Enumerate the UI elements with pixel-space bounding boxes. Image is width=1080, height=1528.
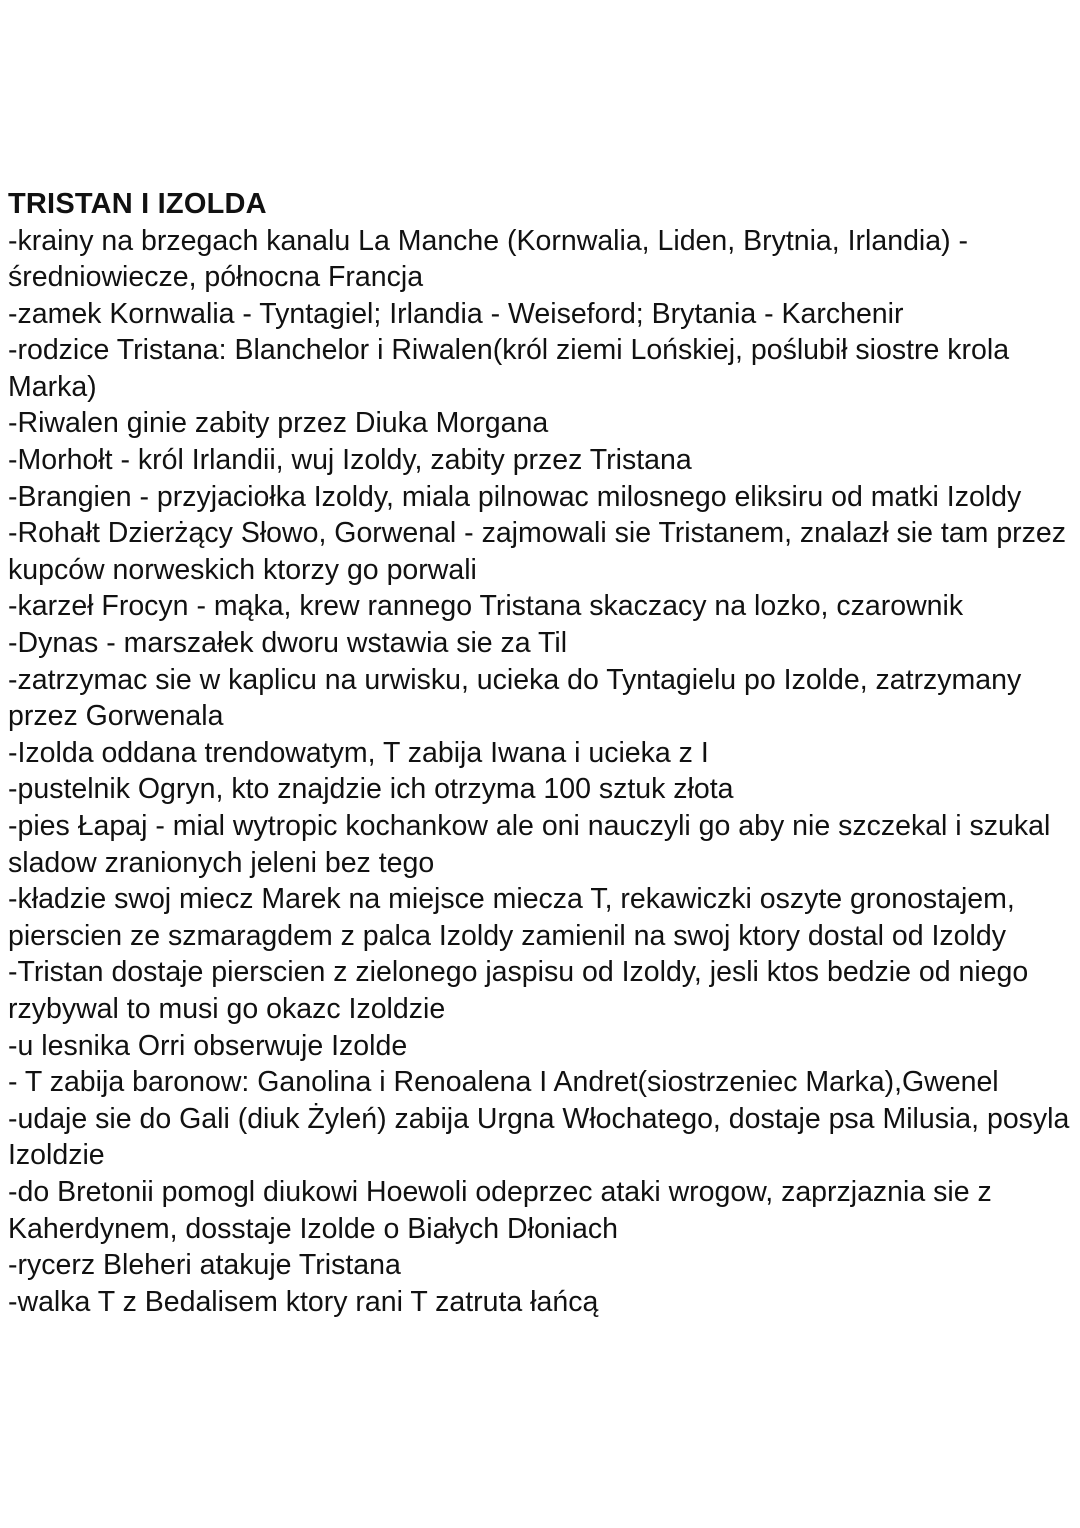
note-item: -krainy na brzegach kanalu La Manche (Kornwalia, Liden, Brytnia, Irlandia) - średniowiecze, północna Francja [8, 224, 968, 294]
note-item: -pustelnik Ogryn, kto znajdzie ich otrzyma 100 sztuk złota [8, 773, 734, 806]
note-item: -zamek Kornwalia - Tyntagiel; Irlandia - Weiseford; Brytania - Karchenir [8, 297, 904, 330]
note-item: -rycerz Bleheri atakuje Tristana [8, 1249, 401, 1282]
note-item: -Riwalen ginie zabity przez Diuka Morgana [8, 407, 549, 440]
note-item: -u lesnika Orri obserwuje Izolde [8, 1029, 408, 1062]
note-item: -Izolda oddana trendowatym, T zabija Iwana i ucieka z I [8, 736, 709, 769]
note-item: -rodzice Tristana: Blanchelor i Riwalen(król ziemi Lońskiej, poślubił siostre krola Marka) [8, 334, 1010, 403]
note-item: -Rohałt Dzierżący Słowo, Gorwenal - zajmowali sie Tristanem, znalazł sie tam przez kupców norweskich ktorzy go porwali [8, 517, 1067, 586]
document-page [8, 186, 1074, 1320]
document-title: TRISTAN I IZOLDA [8, 188, 267, 220]
note-item: -udaje sie do Gali (diuk Żyleń) zabija Urgna Włochatego, dostaje psa Milusia, posyla Izoldzie [8, 1102, 1070, 1172]
note-item: -Brangien - przyjaciołka Izoldy, miala pilnowac milosnego eliksiru od matki Izoldy [8, 480, 1022, 513]
note-item: -Dynas - marszałek dworu wstawia sie za Til [8, 627, 568, 660]
note-item: -do Bretonii pomogl diukowi Hoewoli odeprzec ataki wrogow, zaprzjaznia sie z Kaherdynem, dosstaje Izolde o Białych Dłoniach [8, 1175, 992, 1245]
note-item: -karzeł Frocyn - mąka, krew rannego Tristana skaczacy na lozko, czarownik [8, 590, 964, 623]
note-item: -zatrzymac sie w kaplicu na urwisku, ucieka do Tyntagielu po Izolde, zatrzymany przez Gorwenala [8, 663, 1022, 733]
note-item: -Morhołt - król Irlandii, wuj Izoldy, zabity przez Tristana [8, 444, 692, 477]
note-item: - T zabija baronow: Ganolina i Renoalena I Andret(siostrzeniec Marka),Gwenel [8, 1066, 999, 1099]
note-item: -Tristan dostaje pierscien z zielonego jaspisu od Izoldy, jesli ktos bedzie od niego rzybywal to musi go okazc Izoldzie [8, 956, 1029, 1025]
note-item: -walka T z Bedalisem ktory rani T zatruta łańcą [8, 1285, 599, 1318]
note-item: -kładzie swoj miecz Marek na miejsce miecza T, rekawiczki oszyte gronostajem, pierscien ze szmaragdem z palca Izoldy zamienil na swoj ktory dostal od Izoldy [8, 883, 1015, 952]
notes-list [8, 223, 1074, 1321]
note-item: -pies Łapaj - mial wytropic kochankow ale oni nauczyli go aby nie szczekal i szukal sladow zranionych jeleni bez tego [8, 810, 1051, 879]
